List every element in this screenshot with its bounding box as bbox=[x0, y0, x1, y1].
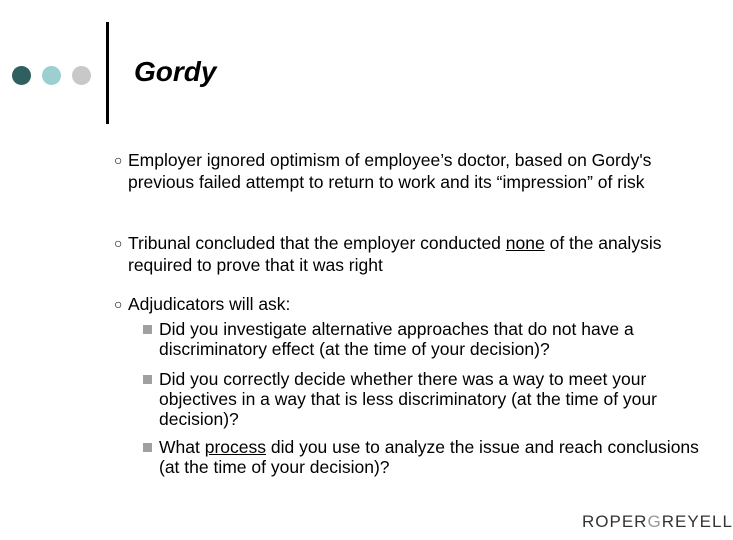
decor-dot-teal bbox=[42, 66, 61, 85]
sub-bullet-square-icon bbox=[143, 375, 152, 384]
sub-bullet-square-icon bbox=[143, 325, 152, 334]
company-logo: ROPERGREYELL bbox=[582, 512, 733, 531]
sub-bullet-2: Did you correctly decide whether there was a way to meet your objectives in a way that is less discriminatory (at the time of your decision)? bbox=[159, 369, 657, 429]
bullet-2: Tribunal concluded that the employer conducted none of the analysis required to prove that it was right bbox=[128, 233, 662, 275]
slide-title: Gordy bbox=[134, 56, 217, 87]
sub-bullet-3: What process did you use to analyze the issue and reach conclusions (at the time of your decision)? bbox=[159, 437, 699, 477]
sub-bullet-square-icon bbox=[143, 443, 152, 452]
decor-dot-dark bbox=[12, 66, 31, 85]
bullet-circle-icon: ○ bbox=[114, 152, 123, 168]
decor-dot-gray bbox=[72, 66, 91, 85]
title-divider bbox=[106, 22, 109, 124]
bullet-1: Employer ignored optimism of employee’s doctor, based on Gordy's previous failed attempt to return to work and its “impression” of risk bbox=[128, 150, 652, 192]
bullet-3: Adjudicators will ask: bbox=[128, 294, 291, 314]
sub-bullet-1: Did you investigate alternative approaches that do not have a discriminatory effect (at the time of your decision)? bbox=[159, 319, 634, 359]
bullet-circle-icon: ○ bbox=[114, 235, 123, 251]
bullet-circle-icon: ○ bbox=[114, 296, 123, 312]
